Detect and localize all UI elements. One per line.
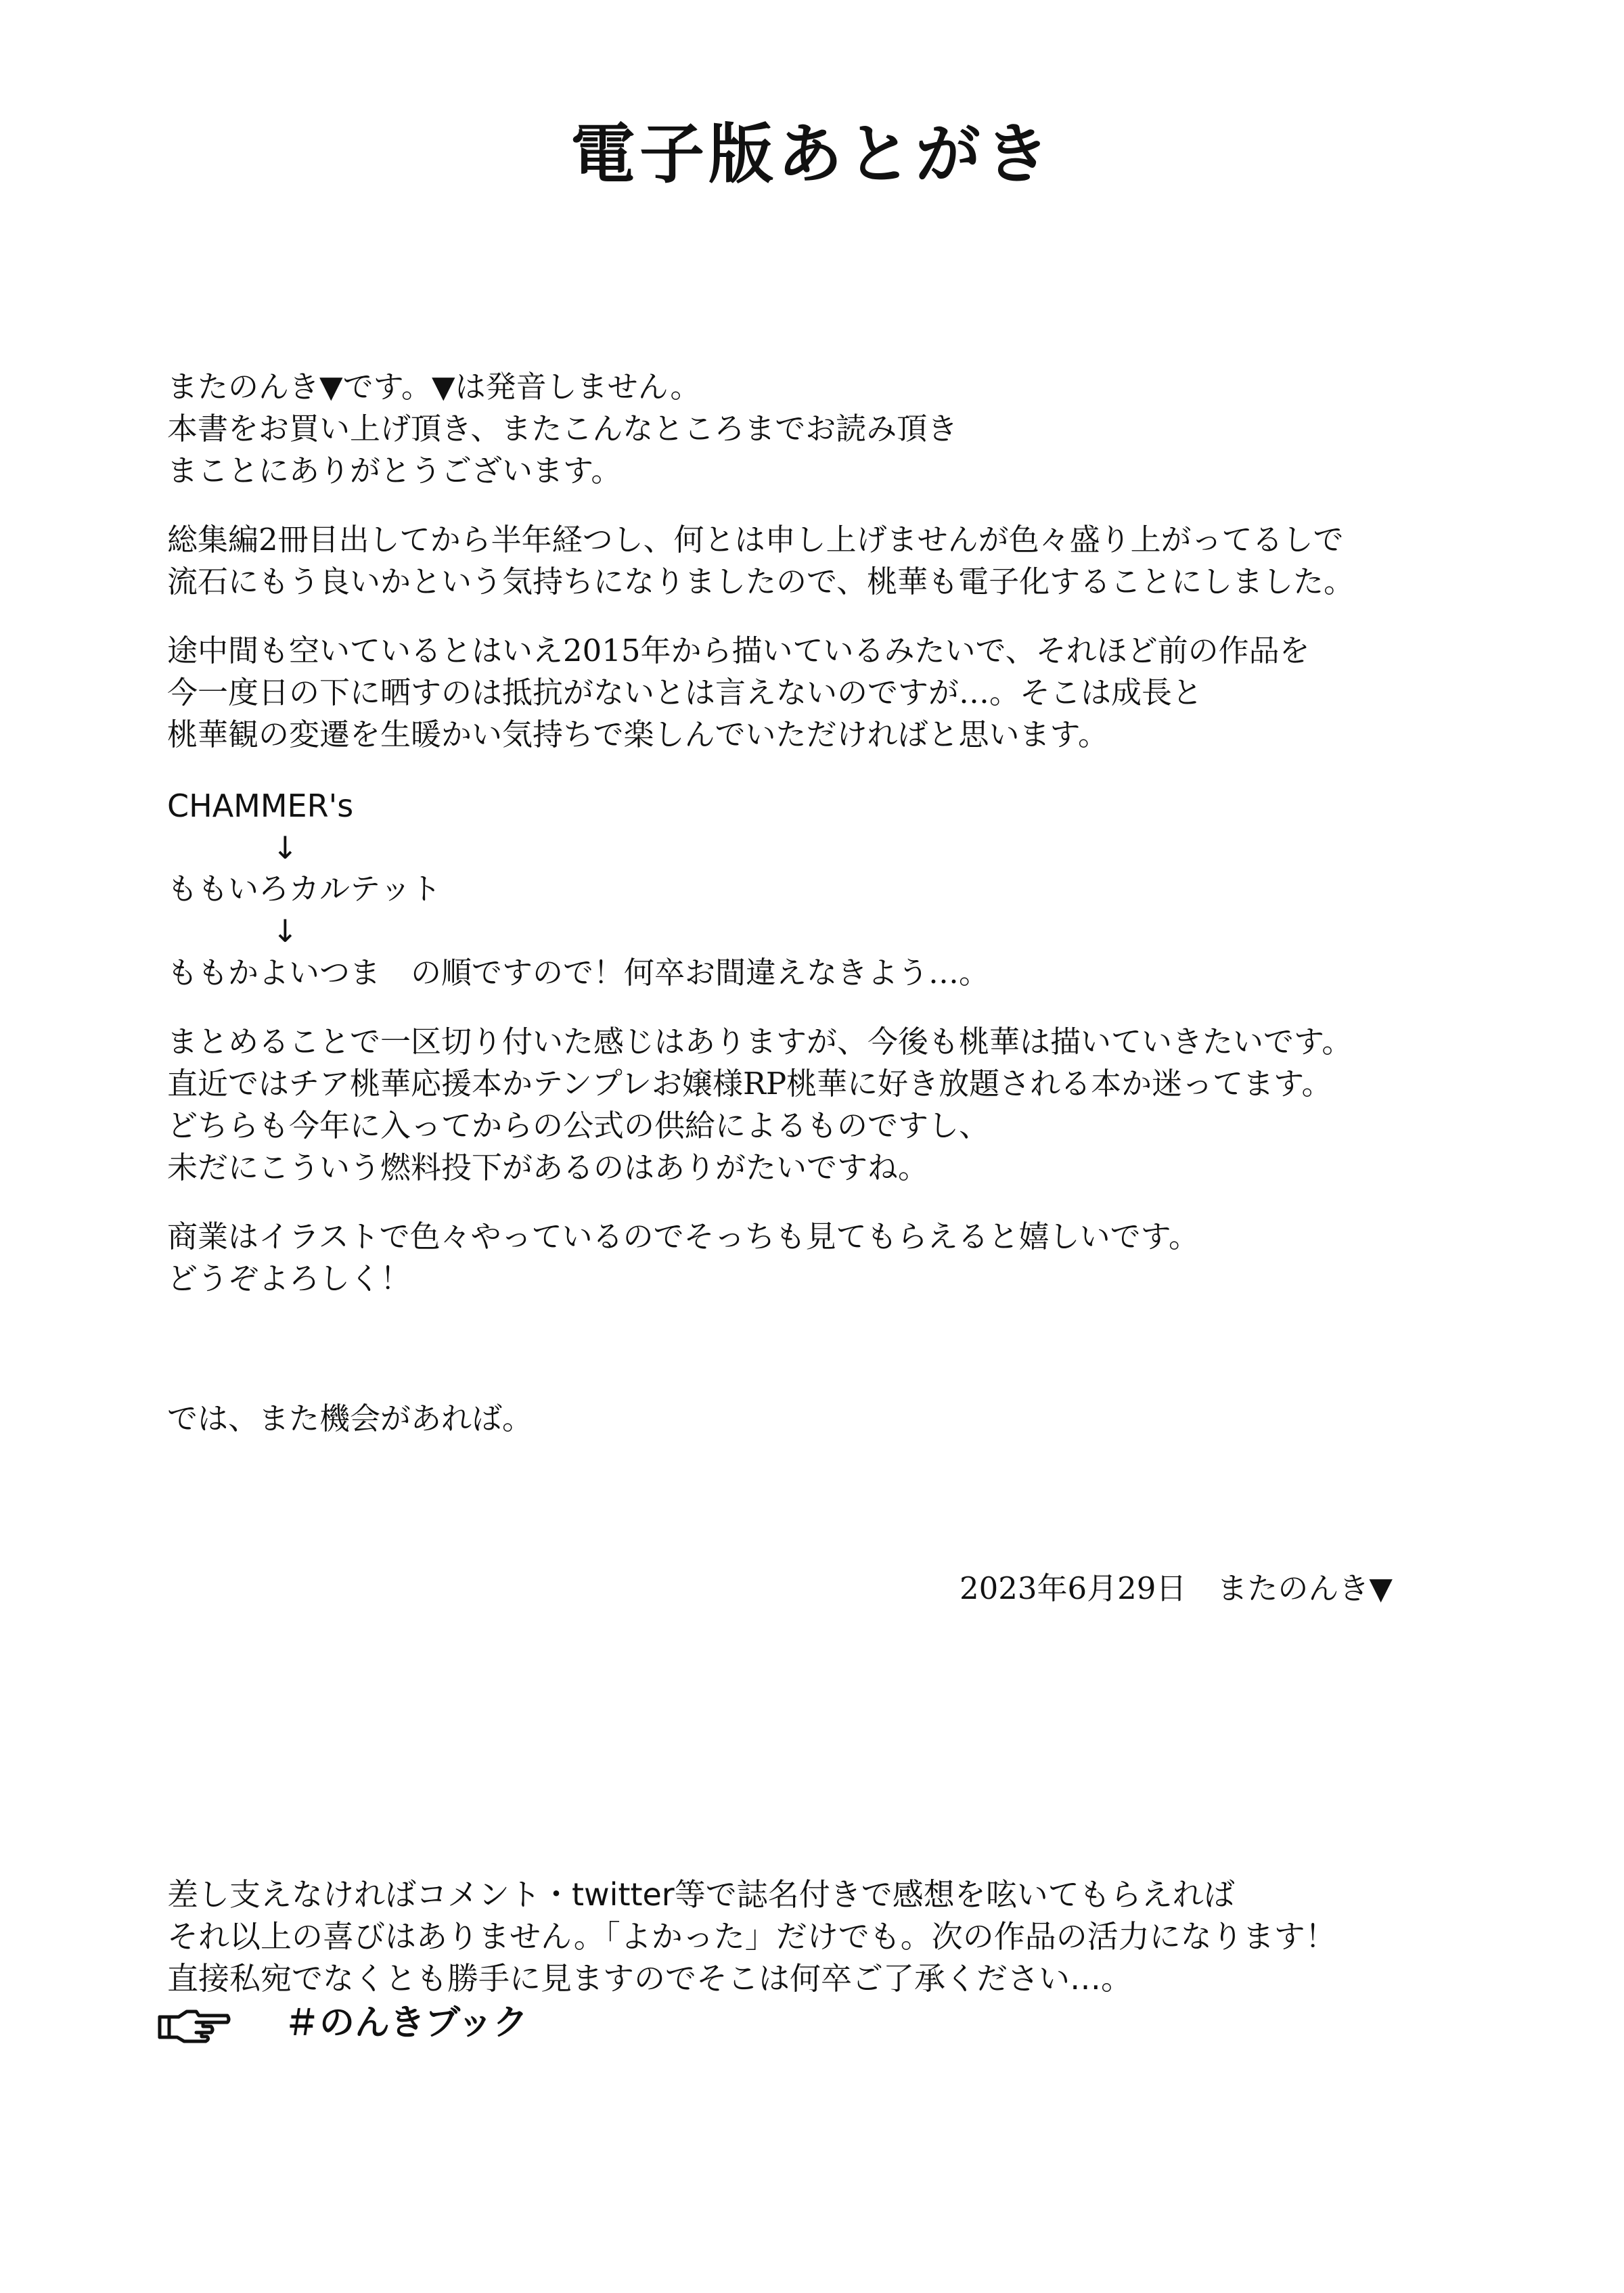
body-line: どちらも今年に入ってからの公式の供給によるものですし、 [167,1108,990,1143]
order-item-chammers: CHAMMER's [167,788,354,824]
body-line: 流石にもう良いかという気持ちになりましたので、桃華も電子化することにしました。 [167,564,1355,599]
page-title: 電子版あとがき [570,116,1054,192]
body-line: まことにありがとうございます。 [167,453,622,489]
closing-line: では、また機会があれば。 [167,1401,533,1436]
down-arrow: ↓ [272,830,298,866]
body-line: 本書をお買い上げ頂き、またこんなところまでお読み頂き [167,411,958,447]
body-line: 今一度日の下に晒すのは抵抗がないとは言えないのですが…。そこは成長と [167,675,1203,710]
hashtag-nonki-book[interactable]: ＃のんきブック [284,2003,528,2043]
body-line: 直近ではチア桃華応援本かテンプレお嬢様RP桃華に好き放題される本か迷ってます。 [167,1066,1332,1102]
body-line: またのんき▼です。▼は発音しません。 [167,369,701,405]
body-line: 総集編2冊目出してから半年経つし、何とは申し上げませんが色々盛り上がってるしで [167,522,1344,558]
pointing-hand-icon [157,2006,231,2043]
order-item-momoiro-quartet: ももいろカルテット [167,871,442,907]
footer-line: それ以上の喜びはありません。「よかった」だけでも。次の作品の活力になります！ [167,1918,1336,1955]
body-line: 商業はイラストで色々やっているのでそっちも見てもらえると嬉しいです。 [167,1219,1200,1254]
body-line: 未だにこういう燃料投下があるのはありがたいですね。 [167,1150,929,1185]
body-line: 桃華観の変遷を生暖かい気持ちで楽しんでいただければと思います。 [167,717,1108,752]
down-arrow: ↓ [272,913,298,949]
date-signature: 2023年6月29日 またのんき▼ [960,1570,1393,1606]
body-line: どうぞよろしく！ [167,1261,411,1296]
body-line: まとめることで一区切り付いた感じはありますが、今後も桃華は描いていきたいです。 [167,1024,1353,1060]
footer-line: 直接私宛でなくとも勝手に見ますのでそこは何卒ご了承ください…。 [167,1960,1132,1997]
footer-line: 差し支えなければコメント・twitter等で誌名付きで感想を呟いてもらえれば [167,1876,1235,1913]
order-item-momoka-yoitsuma: ももかよいつま の順ですので！何卒お間違えなきよう…。 [167,955,990,991]
body-line: 途中間も空いているとはいえ2015年から描いているみたいで、それほど前の作品を [167,633,1310,668]
